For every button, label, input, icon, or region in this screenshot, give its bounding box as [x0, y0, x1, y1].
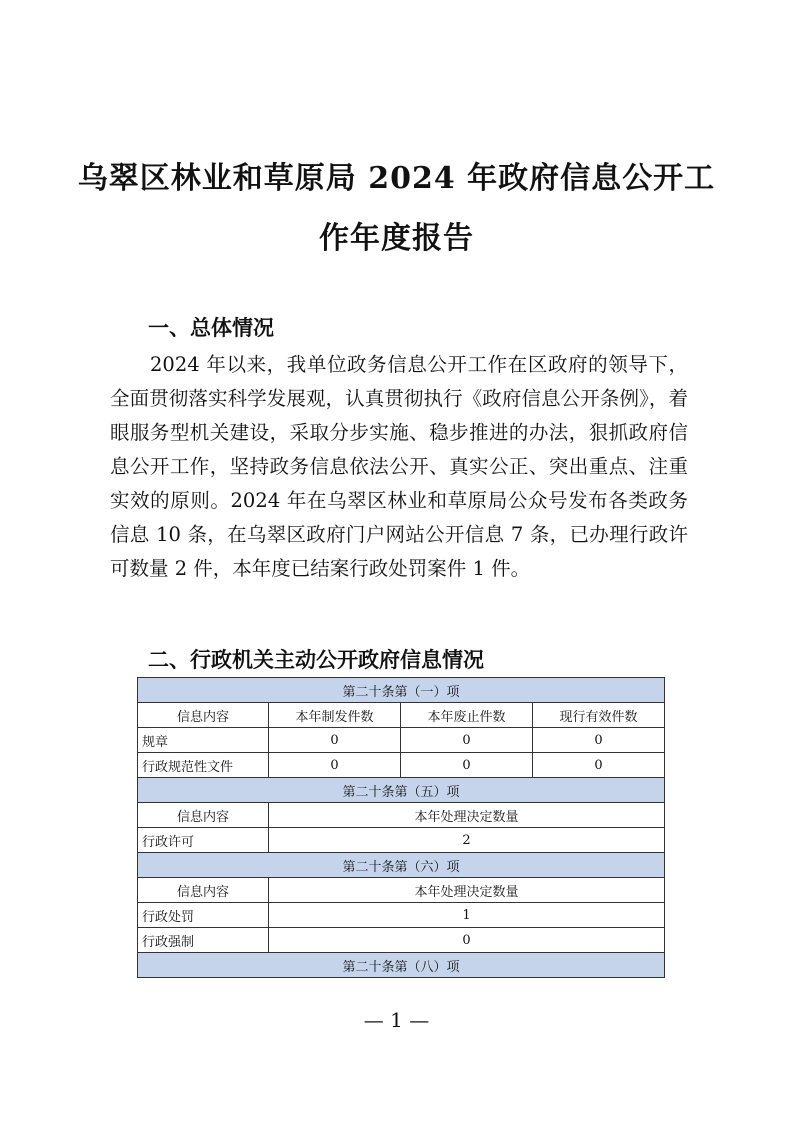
table-row: [138, 728, 665, 753]
header-cell: 本年废止件数: [401, 703, 533, 728]
header-cell: 信息内容: [138, 878, 269, 903]
table-row: [138, 753, 665, 778]
row-value: 0: [401, 728, 533, 753]
row-label: 行政处罚: [138, 903, 269, 928]
row-value: 2: [269, 828, 665, 853]
row-value: 0: [269, 753, 401, 778]
section-title-art8: 第二十条第（八）项: [138, 953, 665, 978]
section-title-art6: 第二十条第（六）项: [138, 853, 665, 878]
row-value: 0: [401, 753, 533, 778]
row-label: 行政许可: [138, 828, 269, 853]
table-row: [138, 828, 665, 853]
row-label: 行政规范性文件: [138, 753, 269, 778]
section-title-art5: 第二十条第（五）项: [138, 778, 665, 803]
header-cell: 本年处理决定数量: [269, 803, 665, 828]
header-cell: 信息内容: [138, 803, 269, 828]
table-row: [138, 903, 665, 928]
disclosure-table: [137, 677, 665, 978]
table-header-row: [138, 878, 665, 903]
table-header-row: [138, 803, 665, 828]
section-heading-active-disclosure: 二、行政机关主动公开政府信息情况: [148, 648, 484, 672]
row-value: 0: [269, 728, 401, 753]
table-section-row: [138, 953, 665, 978]
header-cell: 现行有效件数: [533, 703, 665, 728]
section-heading-overview: 一、总体情况: [148, 316, 274, 340]
table-row: [138, 928, 665, 953]
table-section-row: [138, 853, 665, 878]
row-value: 0: [533, 728, 665, 753]
table-section-row: [138, 678, 665, 703]
header-cell: 本年制发件数: [269, 703, 401, 728]
table-section-row: [138, 778, 665, 803]
section-title-art1: 第二十条第（一）项: [138, 678, 665, 703]
overview-paragraph: 2024 年以来，我单位政务信息公开工作在区政府的领导下，全面贯彻落实科学发展观，认真贯彻执行《政府信息公开条例》，着眼服务型机关建设，采取分步实施、稳步推进的办法，狠抓政府信息公开工作，坚持政务信息依法公开、真实公正、突出重点、注重实效的原则。2024 年在乌翠区林业和草原局公众号发布各类政务信息 10 条，在乌翠区政府门户网站公开信息 7 条，已办理行政许可数量 2 件，本年度已结案行政处罚案件 1 件。: [110, 353, 688, 580]
row-value: 0: [533, 753, 665, 778]
page-number: — 1 —: [363, 1008, 430, 1032]
report-title-line-2: 作年度报告: [319, 221, 474, 256]
row-label: 行政强制: [138, 928, 269, 953]
row-value: 1: [269, 903, 665, 928]
row-label: 规章: [138, 728, 269, 753]
report-title-line-1: 乌翠区林业和草原局 2024 年政府信息公开工: [77, 161, 716, 196]
header-cell: 信息内容: [138, 703, 269, 728]
table-header-row: [138, 703, 665, 728]
row-value: 0: [269, 928, 665, 953]
header-cell: 本年处理决定数量: [269, 878, 665, 903]
